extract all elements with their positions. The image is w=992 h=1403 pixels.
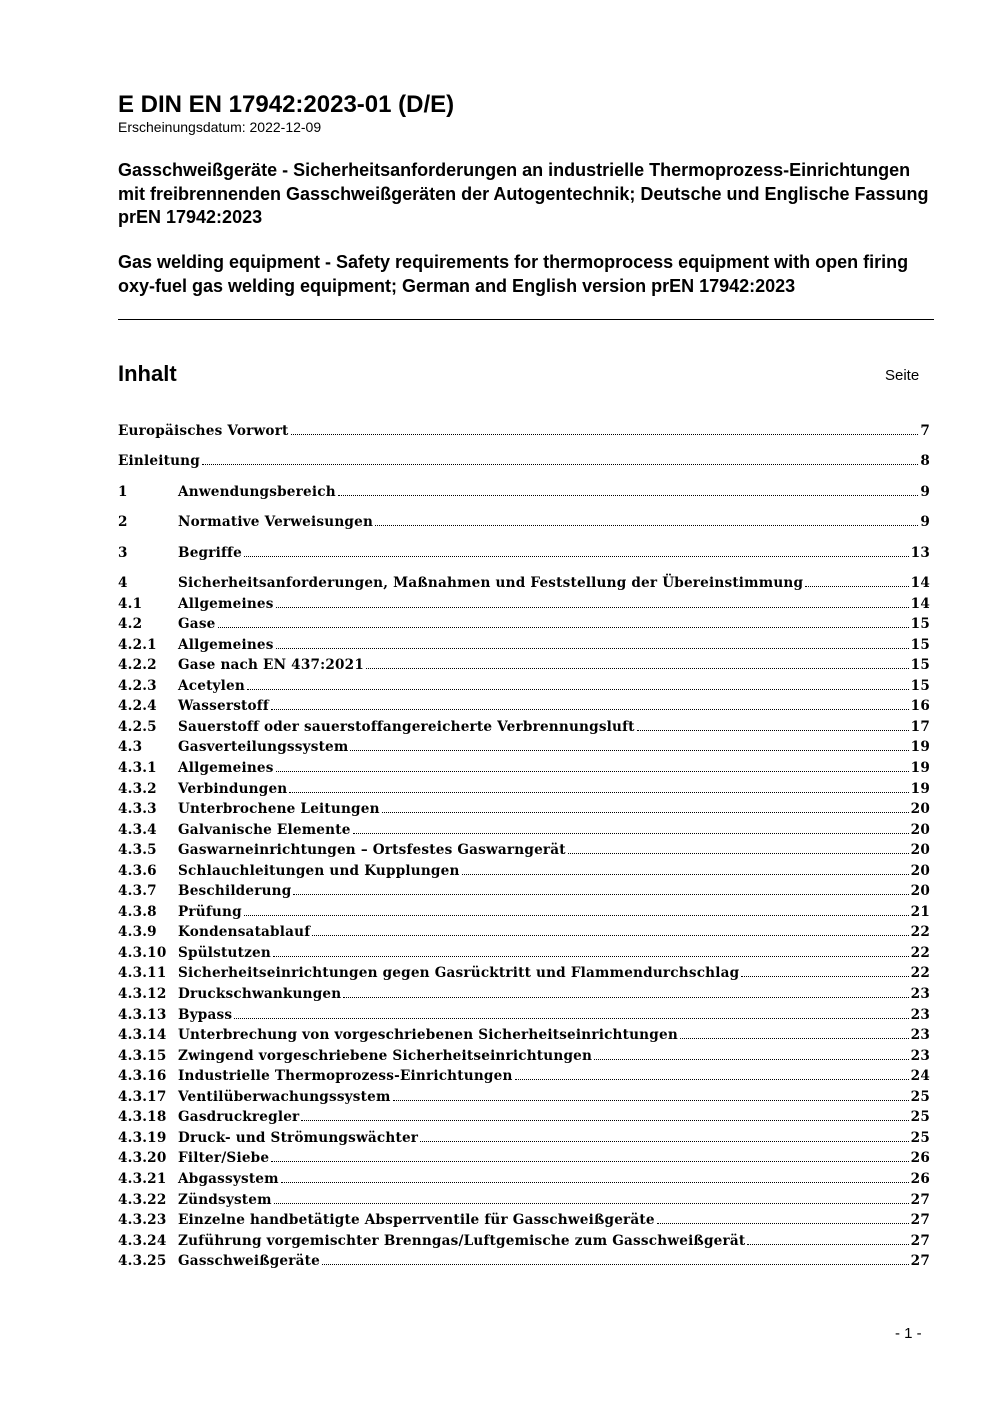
toc-entry-page: 19 [910, 739, 930, 756]
toc-entry[interactable] [118, 1104, 930, 1125]
toc-entry[interactable] [118, 1084, 930, 1105]
toc-entry-number: 4.2.1 [118, 636, 157, 653]
toc-entry-number: 4.3.18 [118, 1109, 167, 1126]
toc-entry-number: 4.2.5 [118, 718, 157, 735]
toc-page-column-label: Seite [885, 367, 920, 384]
toc-entry-title: Verbindungen [178, 780, 288, 797]
toc-entry-number: 3 [118, 545, 128, 561]
toc-dot-leader [293, 894, 908, 895]
toc-entry[interactable] [118, 540, 930, 561]
toc-entry-page: 17 [910, 718, 930, 735]
toc-entry[interactable] [118, 960, 930, 981]
toc-entry-number: 4.2.2 [118, 657, 157, 674]
toc-entry-page: 26 [910, 1170, 930, 1187]
toc-entry-number: 4.3.1 [118, 759, 157, 776]
toc-dot-leader [271, 709, 909, 710]
toc-entry[interactable] [118, 837, 930, 858]
toc-entry-page: 23 [910, 1027, 930, 1044]
toc-entry[interactable] [118, 1145, 930, 1166]
toc-entry-number: 4.2.4 [118, 698, 157, 715]
toc-entry[interactable] [118, 899, 930, 920]
toc-entry-number: 4.2.3 [118, 677, 157, 694]
toc-entry[interactable] [118, 479, 930, 500]
toc-entry-title: Acetylen [178, 677, 245, 694]
toc-entry-number: 4.3.13 [118, 1006, 167, 1023]
toc-dot-leader [276, 607, 909, 608]
toc-entry[interactable] [118, 570, 930, 591]
toc-entry[interactable] [118, 878, 930, 899]
toc-entry-number: 4.3.11 [118, 965, 167, 982]
toc-entry-title: Filter/Siebe [178, 1150, 270, 1167]
toc-dot-leader [680, 1038, 909, 1039]
toc-entry[interactable] [118, 509, 930, 530]
toc-entry-page: 25 [910, 1129, 930, 1146]
toc-entry-title: Einleitung [118, 453, 200, 469]
title-english: Gas welding equipment - Safety requirements for thermoprocess equipment with open firing oxy-fuel gas welding equipment; German and English version prEN 17942:2023 [118, 252, 909, 296]
toc-entry[interactable] [118, 1002, 930, 1023]
toc-entry-number: 1 [118, 484, 128, 500]
toc-entry-page: 9 [920, 484, 930, 500]
toc-dot-leader [291, 434, 919, 435]
toc-entry-title: Allgemeines [178, 759, 274, 776]
toc-entry-page: 20 [910, 862, 930, 879]
toc-dot-leader [515, 1079, 909, 1080]
toc-dot-leader [289, 792, 908, 793]
toc-entry-title: Druckschwankungen [178, 986, 342, 1002]
toc-entry[interactable] [118, 714, 930, 735]
toc-entry[interactable] [118, 1228, 930, 1249]
toc-entry-number: 4.3.9 [118, 924, 157, 941]
toc-dot-leader [741, 976, 908, 977]
toc-dot-leader [276, 771, 909, 772]
toc-entry[interactable] [118, 1022, 930, 1043]
toc-entry-title: Normative Verweisungen [178, 514, 374, 530]
toc-entry[interactable] [118, 611, 930, 632]
toc-entry-title: Zündsystem [178, 1191, 272, 1208]
toc-dot-leader [247, 689, 909, 690]
toc-dot-leader [271, 1161, 908, 1162]
toc-entry-title: Kondensatablauf [178, 924, 311, 941]
toc-entry-number: 4.1 [118, 595, 143, 612]
toc-entry-page: 25 [910, 1109, 930, 1126]
toc-entry-number: 4.3.4 [118, 821, 157, 838]
toc-entry-number: 4.3.7 [118, 883, 157, 900]
toc-dot-leader [276, 648, 909, 649]
toc-entry-number: 4.3.16 [118, 1068, 167, 1085]
toc-entry-number: 4.3.12 [118, 986, 167, 1002]
header-divider [118, 319, 934, 320]
toc-entry-page: 21 [910, 903, 930, 920]
toc-entry[interactable] [118, 1187, 930, 1208]
toc-dot-leader [274, 1203, 909, 1204]
toc-entry-number: 4.3.2 [118, 780, 157, 797]
toc-entry[interactable] [118, 673, 930, 694]
toc-entry-title: Ventilüberwachungssystem [178, 1088, 391, 1105]
toc-entry-title: Anwendungsbereich [178, 484, 336, 500]
toc-dot-leader [637, 730, 909, 731]
toc-entry-page: 23 [910, 1047, 930, 1064]
toc-entry[interactable] [118, 1166, 930, 1187]
toc-entry-page: 13 [910, 545, 930, 561]
toc-entry-page: 23 [910, 986, 930, 1002]
toc-entry[interactable] [118, 776, 930, 797]
publication-date: Erscheinungsdatum: 2022-12-09 [118, 119, 322, 135]
toc-entry-title: Beschilderung [178, 883, 292, 900]
toc-entry-title: Einzelne handbetätigte Absperrventile für Gasschweißgeräte [178, 1212, 655, 1229]
toc-entry-title: Schlauchleitungen und Kupplungen [178, 862, 460, 879]
toc-dot-leader [594, 1059, 909, 1060]
toc-entry-number: 4.3.21 [118, 1170, 167, 1187]
toc-entry-page: 16 [910, 698, 930, 715]
toc-entry-title: Prüfung [178, 903, 242, 920]
toc-dot-leader [805, 586, 908, 587]
toc-dot-leader [273, 956, 909, 957]
toc-dot-leader [312, 935, 908, 936]
title-german: Gasschweißgeräte - Sicherheitsanforderungen an industrielle Thermoprozess-Einrichtungen mit freibrennenden Gasschweißgeräten der Autogentechnik; Deutsche und Englische Fassung prEN 17942:2023 [118, 160, 929, 227]
toc-entry-number: 4.3.6 [118, 862, 157, 879]
toc-entry-title: Gaswarneinrichtungen – Ortsfestes Gaswarngerät [178, 842, 566, 859]
toc-entry-title: Abgassystem [178, 1170, 279, 1187]
toc-entry-number: 2 [118, 514, 128, 530]
toc-entry-page: 19 [910, 759, 930, 776]
toc-entry-title: Sauerstoff oder sauerstoffangereicherte Verbrennungsluft [178, 718, 635, 735]
toc-entry-page: 15 [910, 677, 930, 694]
toc-entry-page: 27 [910, 1253, 930, 1270]
toc-entry-number: 4.3.15 [118, 1047, 167, 1064]
toc-entry-title: Spülstutzen [178, 944, 271, 961]
toc-entry-page: 22 [910, 944, 930, 961]
toc-entry-title: Wasserstoff [178, 698, 269, 715]
toc-entry-number: 4.3 [118, 739, 143, 756]
toc-dot-leader [420, 1141, 909, 1142]
toc-entry-page: 9 [920, 514, 930, 530]
toc-entry-page: 14 [910, 575, 930, 591]
toc-dot-leader [202, 464, 918, 465]
toc-entry-page: 15 [910, 636, 930, 653]
toc-entry-title: Begriffe [178, 545, 242, 561]
toc-entry-title: Gase [178, 616, 216, 633]
toc-entry-number: 4.3.3 [118, 801, 157, 818]
toc-entry[interactable] [118, 1207, 930, 1228]
toc-entry[interactable] [118, 693, 930, 714]
toc-entry[interactable] [118, 1043, 930, 1064]
toc-entry[interactable] [118, 734, 930, 755]
toc-dot-leader [244, 556, 909, 557]
toc-entry-title: Gasschweißgeräte [178, 1253, 320, 1270]
toc-dot-leader [366, 668, 909, 669]
toc-entry-number: 4.2 [118, 616, 143, 633]
toc-entry-title: Druck- und Strömungswächter [178, 1129, 419, 1146]
toc-entry[interactable] [118, 919, 930, 940]
toc-entry-number: 4.3.24 [118, 1232, 167, 1249]
toc-entry-page: 14 [910, 595, 930, 612]
toc-entry-title: Galvanische Elemente [178, 821, 351, 838]
toc-entry-number: 4.3.14 [118, 1027, 167, 1044]
toc-dot-leader [382, 812, 909, 813]
toc-entry-number: 4.3.25 [118, 1253, 167, 1270]
toc-entry-page: 8 [920, 453, 930, 469]
toc-entry[interactable] [118, 796, 930, 817]
toc-entry-title: Unterbrechung von vorgeschriebenen Sicherheitseinrichtungen [178, 1027, 678, 1044]
toc-entry-page: 26 [910, 1150, 930, 1167]
toc-entry[interactable] [118, 817, 930, 838]
toc-entry-page: 27 [910, 1212, 930, 1229]
toc-entry[interactable] [118, 652, 930, 673]
toc-dot-leader [322, 1264, 909, 1265]
toc-entry[interactable] [118, 940, 930, 961]
toc-entry-page: 27 [910, 1191, 930, 1208]
toc-entry-page: 20 [910, 883, 930, 900]
toc-entry-page: 15 [910, 657, 930, 674]
toc-entry-page: 22 [910, 924, 930, 941]
toc-entry-number: 4.3.10 [118, 944, 167, 961]
toc-entry-title: Gasverteilungssystem [178, 739, 349, 756]
toc-dot-leader [218, 627, 909, 628]
toc-entry[interactable] [118, 1125, 930, 1146]
toc-entry[interactable] [118, 418, 930, 439]
toc-entry-page: 27 [910, 1232, 930, 1249]
toc-entry[interactable] [118, 1248, 930, 1269]
toc-entry-page: 22 [910, 965, 930, 982]
toc-entry-title: Allgemeines [178, 595, 274, 612]
toc-entry-page: 15 [910, 616, 930, 633]
toc-entry-title: Zuführung vorgemischter Brenngas/Luftgemische zum Gasschweißgerät [178, 1232, 746, 1249]
toc-entry-title: Allgemeines [178, 636, 274, 653]
toc-entry[interactable] [118, 632, 930, 653]
toc-dot-leader [234, 1018, 908, 1019]
toc-entry-page: 24 [910, 1068, 930, 1085]
toc-entry-page: 23 [910, 1006, 930, 1023]
document-id: E DIN EN 17942:2023-01 (D/E) [118, 91, 455, 118]
toc-entry[interactable] [118, 858, 930, 879]
toc-entry-title: Gase nach EN 437:2021 [178, 657, 364, 674]
toc-dot-leader [747, 1244, 908, 1245]
toc-entry-number: 4.3.17 [118, 1088, 167, 1105]
page-number: - 1 - [895, 1325, 922, 1342]
toc-entry-number: 4.3.5 [118, 842, 157, 859]
toc-entry-page: 20 [910, 801, 930, 818]
toc-entry-title: Bypass [178, 1006, 233, 1023]
toc-entry-number: 4.3.8 [118, 903, 157, 920]
toc-entry-page: 25 [910, 1088, 930, 1105]
toc-entry-title: Sicherheitsanforderungen, Maßnahmen und Feststellung der Übereinstimmung [178, 575, 804, 591]
toc-dot-leader [375, 525, 918, 526]
toc-entry-page: 20 [910, 821, 930, 838]
toc-entry[interactable] [118, 1063, 930, 1084]
toc-dot-leader [281, 1182, 909, 1183]
toc-dot-leader [568, 853, 909, 854]
toc-entry-page: 19 [910, 780, 930, 797]
toc-dot-leader [343, 997, 908, 998]
toc-dot-leader [657, 1223, 909, 1224]
toc-dot-leader [393, 1100, 909, 1101]
toc-entry-number: 4.3.22 [118, 1191, 167, 1208]
toc-entry[interactable] [118, 591, 930, 612]
toc-entry-number: 4.3.19 [118, 1129, 167, 1146]
toc-entry-title: Zwingend vorgeschriebene Sicherheitseinrichtungen [178, 1047, 593, 1064]
toc-entry[interactable] [118, 448, 930, 469]
toc-dot-leader [338, 495, 919, 496]
toc-dot-leader [350, 750, 908, 751]
document-header [118, 91, 934, 136]
toc-dot-leader [244, 915, 909, 916]
toc-dot-leader [301, 1120, 908, 1121]
toc-entry-title: Industrielle Thermoprozess-Einrichtungen [178, 1068, 513, 1085]
toc-heading: Inhalt [118, 361, 177, 386]
toc-entry[interactable] [118, 981, 930, 1002]
toc-entry-title: Europäisches Vorwort [118, 423, 289, 439]
toc-dot-leader [353, 833, 909, 834]
toc-entry[interactable] [118, 755, 930, 776]
toc-entry-number: 4 [118, 575, 128, 591]
toc-entry-title: Gasdruckregler [178, 1109, 300, 1126]
toc-entry-title: Sicherheitseinrichtungen gegen Gasrücktritt und Flammendurchschlag [178, 965, 740, 982]
toc-entry-number: 4.3.20 [118, 1150, 167, 1167]
toc-entry-number: 4.3.23 [118, 1212, 167, 1229]
toc-entry-page: 7 [920, 423, 930, 439]
toc-entry-page: 20 [910, 842, 930, 859]
toc-entry-title: Unterbrochene Leitungen [178, 801, 380, 818]
toc-dot-leader [462, 874, 909, 875]
